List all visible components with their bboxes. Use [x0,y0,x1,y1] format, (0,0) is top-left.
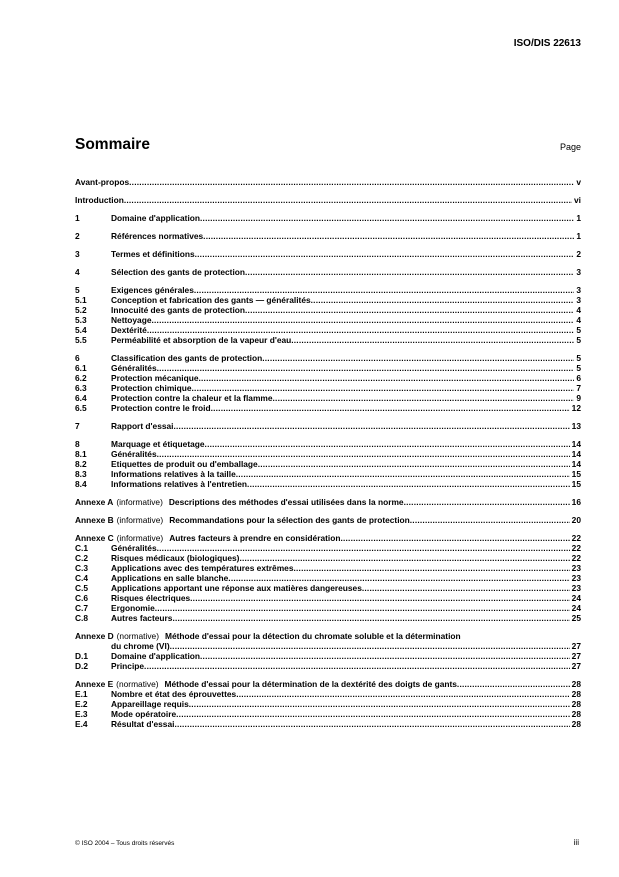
page-number: 4 [576,305,581,315]
dot-leader [157,363,575,373]
page-number: 3 [576,295,581,305]
toc-entry[interactable] [75,383,581,393]
section-title: Généralités [111,543,157,553]
toc-entry[interactable] [75,661,581,671]
toc-entry[interactable] [75,603,581,613]
page-number: 15 [571,469,581,479]
toc-entry[interactable] [75,231,581,241]
section-number: 3 [75,249,80,259]
dot-leader [239,553,569,563]
dot-leader [236,469,570,479]
section-number: 8.3 [75,469,87,479]
page-number: 1 [576,213,581,223]
toc-entry[interactable] [75,631,581,641]
section-number: 6.2 [75,373,87,383]
page-number: 4 [576,315,581,325]
dot-leader [245,267,574,277]
dot-leader [189,699,570,709]
annex-kind: (normative) [116,679,159,689]
toc-entry[interactable] [75,315,581,325]
page-number: 14 [571,439,581,449]
dot-leader [205,439,570,449]
section-number: 5.3 [75,315,87,325]
page-number: 12 [571,403,581,413]
dot-leader [170,641,570,651]
dot-leader [211,403,570,413]
section-title: Applications avec des températures extrêmes [111,563,294,573]
section-number: D.1 [75,651,89,661]
annex-label: Annexe A [75,497,114,507]
section-number: 6.5 [75,403,87,413]
section-number: D.2 [75,661,89,671]
section-title: Protection chimique [111,383,192,393]
toc-entry[interactable] [75,353,581,363]
dot-leader [124,195,572,205]
section-number: E.2 [75,699,88,709]
section-number: C.8 [75,613,89,623]
dot-leader [410,515,570,525]
dot-leader [311,295,575,305]
dot-leader [144,661,570,671]
dot-leader [129,177,574,187]
toc-entry[interactable] [75,305,581,315]
toc-entry[interactable] [75,403,581,413]
section-title: Généralités [111,449,157,459]
dot-leader [291,335,574,345]
section-title: Introduction [75,195,124,205]
dot-leader [199,373,575,383]
toc-entry[interactable] [75,249,581,259]
toc-entry[interactable] [75,393,581,403]
section-number: E.3 [75,709,88,719]
dot-leader [190,593,570,603]
toc-entry[interactable] [75,689,581,699]
dot-leader [236,689,569,699]
annex-kind: (informative) [116,497,163,507]
section-number: 7 [75,421,80,431]
dot-leader [174,719,569,729]
toc-entry[interactable] [75,373,581,383]
section-title: Conception et fabrication des gants — généralités [111,295,311,305]
section-number: C.7 [75,603,89,613]
toc-entry[interactable] [75,709,581,719]
section-number: 6.1 [75,363,87,373]
page-number: 3 [576,267,581,277]
section-title: Méthode d'essai pour la détection du chromate soluble et la détermination [165,631,461,641]
toc-entry[interactable] [75,421,581,431]
toc-entry[interactable] [75,583,581,593]
annex-kind: (normative) [116,631,159,641]
section-number: E.1 [75,689,88,699]
page-number: 22 [571,533,581,543]
toc-entry[interactable] [75,479,581,489]
section-number: 5.5 [75,335,87,345]
toc-entry[interactable] [75,459,581,469]
page-number: 28 [571,679,581,689]
annex-kind: (informative) [116,515,164,525]
section-title: Informations relatives à l'entretien [111,479,248,489]
section-number: C.4 [75,573,89,583]
section-title: Avant-propos [75,177,130,187]
section-title: Autres facteurs à prendre en considération [169,533,341,543]
page-number: 28 [571,719,581,729]
page-number: 7 [576,383,581,393]
toc-entry[interactable] [75,613,581,623]
page-number: 13 [571,421,581,431]
page-number: 5 [576,353,581,363]
page-column-label: Page [559,142,581,152]
section-number: 8.4 [75,479,87,489]
page-title: Sommaire [75,136,150,153]
toc-entry[interactable] [75,497,581,507]
section-title: Rapport d'essai [111,421,174,431]
dot-leader [192,383,575,393]
dot-leader [247,479,570,489]
page-number: 24 [571,593,581,603]
annex-label: Annexe D [75,631,114,641]
footer-copyright: © ISO 2004 – Tous droits réservés [75,840,175,847]
page-number: 23 [571,573,581,583]
annex-label: Annexe B [75,515,114,525]
dot-leader [157,543,570,553]
dot-leader [362,583,570,593]
toc-entry[interactable] [75,295,581,305]
section-title: Innocuité des gants de protection [111,305,246,315]
section-number: 8.2 [75,459,87,469]
page-number: 5 [576,335,581,345]
toc-entry[interactable] [75,593,581,603]
page-number: 20 [571,515,581,525]
section-title: Sélection des gants de protection [111,267,246,277]
section-number: 8.1 [75,449,87,459]
dot-leader [293,563,569,573]
page-number: 16 [571,497,581,507]
footer-page-number: iii [573,838,579,847]
page-number: 23 [571,583,581,593]
toc-entry[interactable] [75,543,581,553]
section-number: 2 [75,231,80,241]
page-number: 28 [571,699,581,709]
section-title: Perméabilité et absorption de la vapeur d'eau [111,335,292,345]
section-title: Risques électriques [111,593,191,603]
dot-leader [172,613,569,623]
section-title: Informations relatives à la taille [111,469,236,479]
section-title: Descriptions des méthodes d'essai utilisées dans la norme [168,497,404,507]
section-title: Résultat d'essai [111,719,175,729]
section-title: Classification des gants de protection [111,353,263,363]
section-number: 8 [75,439,80,449]
page-number: 24 [571,603,581,613]
section-title: Nombre et état des éprouvettes [111,689,237,699]
toc-entry[interactable] [75,325,581,335]
toc-entry[interactable] [75,533,581,543]
dot-leader [258,459,570,469]
dot-leader [155,603,570,613]
page-number: 14 [571,459,581,469]
section-title: Ergonomie [111,603,155,613]
dot-leader [200,651,570,661]
section-title: Termes et définitions [111,249,195,259]
dot-leader [194,285,574,295]
annex-label: Annexe E [75,679,114,689]
toc-entry[interactable] [75,285,581,295]
section-number: 5.4 [75,325,87,335]
section-title: Domaine d'application [111,213,201,223]
toc-entry[interactable] [75,573,581,583]
section-title: Dextérité [111,325,147,335]
section-title: Nettoyage [111,315,152,325]
page-number: 27 [571,651,581,661]
section-title: Généralités [111,363,157,373]
dot-leader [176,709,570,719]
page-number: 27 [571,661,581,671]
page-number: 1 [576,231,581,241]
section-title: Protection contre la chaleur et la flamme [111,393,273,403]
page-number: 2 [576,249,581,259]
dot-leader [457,679,570,689]
page-number: 15 [571,479,581,489]
document-id: ISO/DIS 22613 [513,38,581,49]
page-number: 6 [576,373,581,383]
dot-leader [174,421,570,431]
page-number: v [576,177,581,187]
toc-entry[interactable] [75,335,581,345]
section-title: Risques médicaux (biologiques) [111,553,240,563]
section-title: Protection mécanique [111,373,199,383]
annex-label: Annexe C [75,533,114,543]
section-number: 5.1 [75,295,87,305]
dot-leader [157,449,570,459]
section-number: 6 [75,353,80,363]
dot-leader [228,573,569,583]
section-number: 6.3 [75,383,87,393]
page-number: 5 [576,363,581,373]
toc-entry[interactable] [75,699,581,709]
toc-entry[interactable] [75,363,581,373]
section-title: Applications apportant une réponse aux matières dangereuses [111,583,362,593]
toc-entry[interactable] [75,679,581,689]
section-title: Etiquettes de produit ou d'emballage [111,459,258,469]
section-title: Exigences générales [111,285,194,295]
section-number: C.5 [75,583,89,593]
section-number: 6.4 [75,393,87,403]
toc-entry[interactable] [75,515,581,525]
dot-leader [404,497,570,507]
section-title: Protection contre le froid [111,403,211,413]
section-number: C.3 [75,563,89,573]
section-title: Marquage et étiquetage [111,439,205,449]
page-number: 28 [571,689,581,699]
toc-entry[interactable] [75,563,581,573]
section-title: Appareillage requis [111,699,189,709]
dot-leader [245,305,574,315]
table-of-contents [75,177,581,729]
toc-entry[interactable] [75,651,581,661]
page-number: 25 [571,613,581,623]
dot-leader [147,325,574,335]
section-title: Références normatives [111,231,204,241]
section-title: Principe [111,661,145,671]
page-number: 5 [576,325,581,335]
annex-kind: (informative) [116,533,164,543]
toc-entry[interactable] [75,177,581,187]
toc-entry[interactable] [75,195,581,205]
dot-leader [273,393,575,403]
page-number: 22 [571,553,581,563]
toc-entry[interactable] [75,439,581,449]
section-title: Autres facteurs [111,613,173,623]
dot-leader [203,231,574,241]
page-number: 28 [571,709,581,719]
toc-entry[interactable] [75,553,581,563]
page-number: 9 [576,393,581,403]
page-number: 14 [571,449,581,459]
page-number: 23 [571,563,581,573]
toc-entry[interactable] [75,719,581,729]
dot-leader [152,315,575,325]
dot-leader [195,249,575,259]
section-number: C.2 [75,553,89,563]
dot-leader [200,213,574,223]
toc-entry[interactable] [75,213,581,223]
section-number: 5 [75,285,80,295]
section-title: Applications en salle blanche [111,573,229,583]
toc-entry-continuation [75,641,581,651]
section-number: C.1 [75,543,89,553]
page-number: vi [574,195,581,205]
toc-entry[interactable] [75,449,581,459]
section-number: C.6 [75,593,89,603]
dot-leader [340,533,569,543]
section-title: Domaine d'application [111,651,201,661]
section-title: Recommandations pour la sélection des gants de protection [169,515,410,525]
toc-entry[interactable] [75,267,581,277]
dot-leader [262,353,574,363]
section-title: Méthode d'essai pour la détermination de la dextérité des doigts de gants [164,679,457,689]
page-number: 3 [576,285,581,295]
page-number: 22 [571,543,581,553]
section-title-continuation: du chrome (VI) [111,641,170,651]
section-number: 4 [75,267,80,277]
page-number: 27 [571,641,581,651]
toc-entry[interactable] [75,469,581,479]
section-number: E.4 [75,719,88,729]
section-number: 5.2 [75,305,87,315]
section-title: Mode opératoire [111,709,177,719]
section-number: 1 [75,213,80,223]
